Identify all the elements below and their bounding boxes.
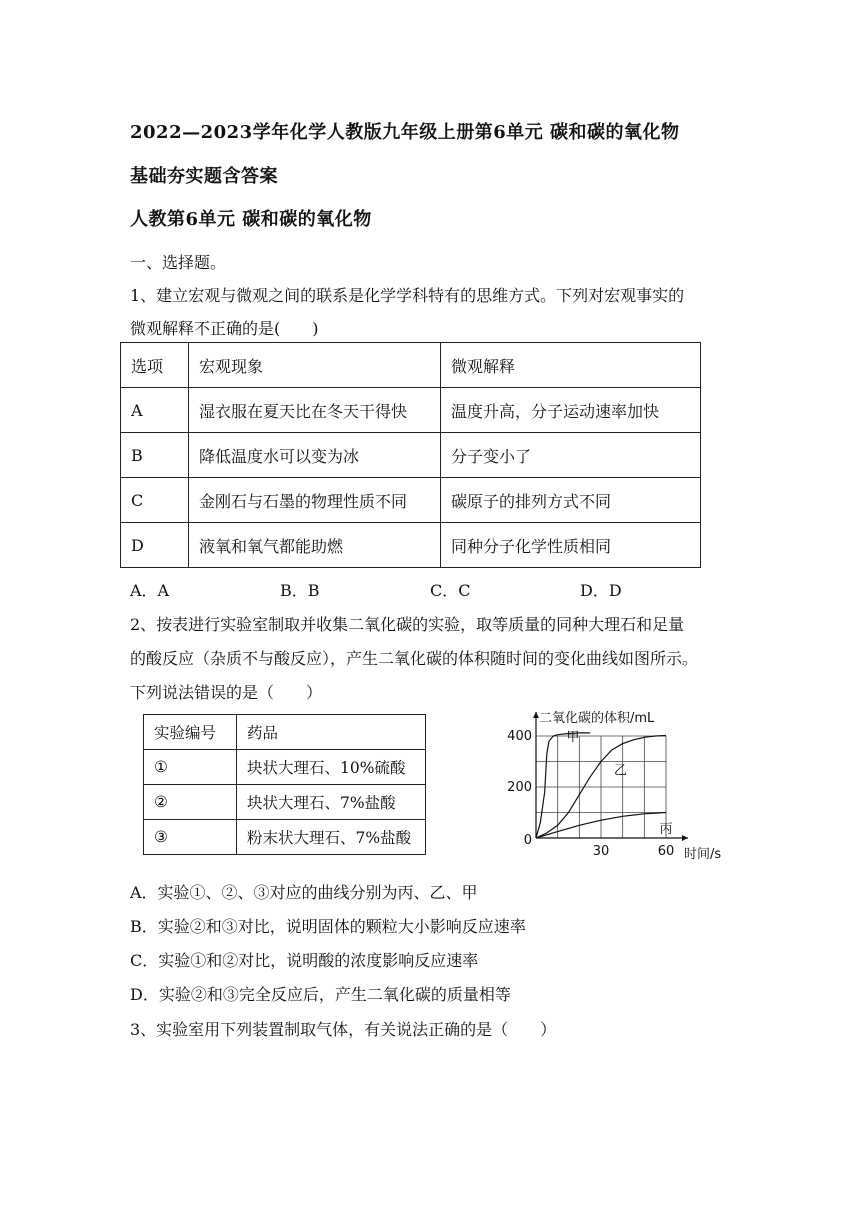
y-tick-label: 400 xyxy=(507,729,532,744)
table-cell: 湿衣服在夏天比在冬天干得快 xyxy=(189,388,441,433)
table-cell: 块状大理石、10%硫酸 xyxy=(237,750,426,785)
table-cell: A xyxy=(121,388,189,433)
document-title-line1: 2022—2023学年化学人教版九年级上册第6单元 碳和碳的氧化物 xyxy=(130,122,680,143)
table-header-cell: 药品 xyxy=(237,715,426,750)
table-cell: 降低温度水可以变为冰 xyxy=(189,433,441,478)
unit-heading: 人教第6单元 碳和碳的氧化物 xyxy=(130,209,372,230)
table-row xyxy=(121,433,701,478)
table-header-row xyxy=(144,715,426,750)
question-1-option-b: B．B xyxy=(280,581,320,600)
question-2-stem-line1: 2、按表进行实验室制取并收集二氧化碳的实验，取等质量的同种大理石和足量 xyxy=(130,615,685,634)
table-row xyxy=(144,750,426,785)
question-2-option-a: A．实验①、②、③对应的曲线分别为丙、乙、甲 xyxy=(130,883,478,902)
question-2-stem-line3: 下列说法错误的是（ ） xyxy=(130,683,323,702)
table-cell: 碳原子的排列方式不同 xyxy=(441,478,701,523)
table-cell: D xyxy=(121,523,189,568)
table-cell: 同种分子化学性质相同 xyxy=(441,523,701,568)
question-1-option-a: A．A xyxy=(130,581,170,600)
x-axis-label: 时间/s xyxy=(684,847,722,862)
section-heading: 一、选择题。 xyxy=(130,253,227,272)
question-1-option-d: D．D xyxy=(580,581,622,600)
origin-label: 0 xyxy=(523,833,532,848)
question-2-option-b: B．实验②和③对比，说明固体的颗粒大小影响反应速率 xyxy=(130,917,526,936)
chart-labels xyxy=(507,710,721,862)
y-axis-label: 二氧化碳的体积/mL xyxy=(539,711,655,726)
table-cell: 温度升高，分子运动速率加快 xyxy=(441,388,701,433)
series-label-3: 丙 xyxy=(659,821,673,837)
question-2-option-c: C．实验①和②对比，说明酸的浓度影响反应速率 xyxy=(130,951,479,970)
question-2-option-d: D．实验②和③完全反应后，产生二氧化碳的质量相等 xyxy=(130,985,511,1004)
table-cell: ② xyxy=(144,785,237,820)
series-label-1: 甲 xyxy=(566,730,580,746)
question-2-table xyxy=(143,714,426,855)
x-tick-label: 60 xyxy=(657,844,675,859)
table-cell: C xyxy=(121,478,189,523)
co2-volume-chart xyxy=(500,708,722,863)
question-3-stem: 3、实验室用下列装置制取气体，有关说法正确的是（ ） xyxy=(130,1020,557,1039)
x-tick-label: 30 xyxy=(592,844,610,859)
table-cell: 金刚石与石墨的物理性质不同 xyxy=(189,478,441,523)
table-row xyxy=(121,523,701,568)
table-cell: 液氧和氧气都能助燃 xyxy=(189,523,441,568)
table-header-cell: 实验编号 xyxy=(144,715,237,750)
question-1-stem-line1: 1、建立宏观与微观之间的联系是化学学科特有的思维方式。下列对宏观事实的 xyxy=(130,286,685,305)
question-1-table xyxy=(120,342,701,568)
table-header-cell: 选项 xyxy=(121,343,189,388)
table-row xyxy=(121,478,701,523)
table-header-row xyxy=(121,343,701,388)
question-2-stem-line2: 的酸反应（杂质不与酸反应），产生二氧化碳的体积随时间的变化曲线如图所示。 xyxy=(130,649,699,668)
question-1-stem-line2: 微观解释不正确的是( ) xyxy=(130,319,319,338)
table-cell: ① xyxy=(144,750,237,785)
table-cell: 分子变小了 xyxy=(441,433,701,478)
series-line-1 xyxy=(536,733,590,838)
chart-grid xyxy=(536,736,666,838)
x-axis-arrow xyxy=(682,835,688,841)
table-row xyxy=(121,388,701,433)
table-cell: ③ xyxy=(144,820,237,855)
table-header-cell: 微观解释 xyxy=(441,343,701,388)
series-label-2: 乙 xyxy=(614,763,628,779)
table-cell: B xyxy=(121,433,189,478)
table-cell: 块状大理石、7%盐酸 xyxy=(237,785,426,820)
table-cell: 粉末状大理石、7%盐酸 xyxy=(237,820,426,855)
question-1-option-c: C．C xyxy=(430,581,471,600)
table-header-cell: 宏观现象 xyxy=(189,343,441,388)
table-row xyxy=(144,820,426,855)
table-row xyxy=(144,785,426,820)
document-title-line2: 基础夯实题含答案 xyxy=(130,166,278,187)
y-tick-label: 200 xyxy=(507,780,532,795)
